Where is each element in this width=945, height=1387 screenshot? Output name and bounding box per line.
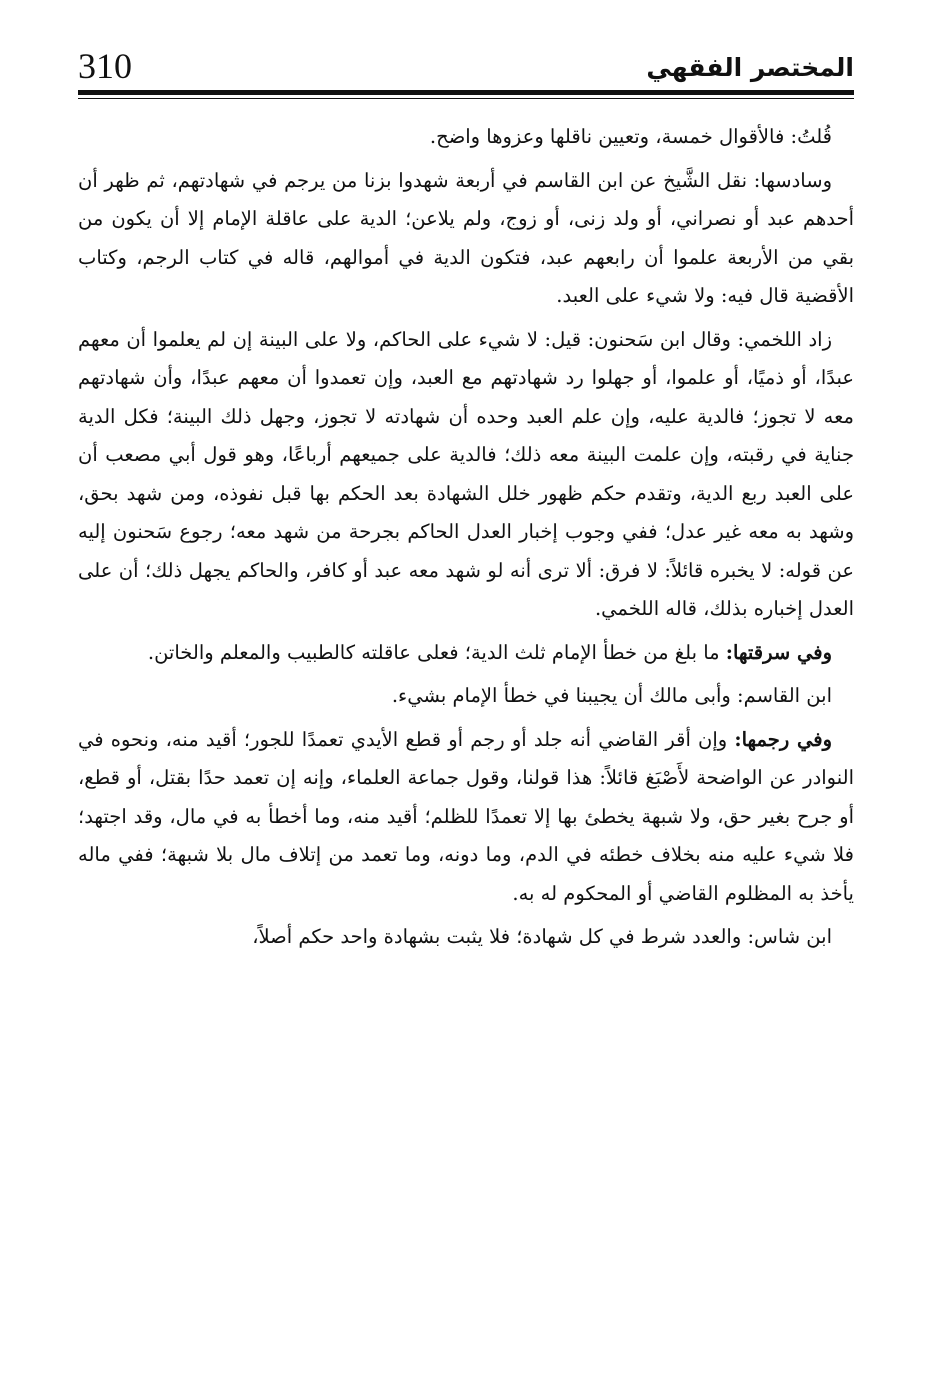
paragraph-text: قُلتُ: فالأقوال خمسة، وتعيين ناقلها وعزوها واضح. [429,125,832,148]
header-rule-thick [78,90,854,95]
paragraph-text: وإن أقر القاضي أنه جلد أو رجم أو قطع الأيدي تعمدًا للجور؛ أقيد منه، ونحوه في النوادر عن الواضحة لأَصْبَغ قائلاً: هذا قولنا، وقول جماعة العلماء، وإنه إن تعمد حدًا بقتل، أو قطع، أو جرح بغير حق، ولا شبهة يخطئ بها إلا تعمدًا للظلم؛ أقيد منه، وما أخطأ به في مال، وقد اجتهد؛ فلا شيء عليه منه بخلاف خطئه في الدم، وما دونه، وما تعمد من إتلاف مال بلا شبهة؛ ففي ماله يأخذ به المظلوم القاضي أو المحكوم له به. [78,727,854,905]
page-number: 310 [78,46,132,86]
paragraph-lead: وفي سرقتها: [725,640,832,664]
paragraph-3 [78,321,854,629]
paragraph-text: وسادسها: نقل الشَّيخ عن ابن القاسم في أربعة شهدوا بزنا من يرجم في شهادتهم، ثم ظهر أن أحدهم عبد أو نصراني، أو ولد زنى، أو زوج، ولم يلاعن؛ الدية على عاقلة الإمام إلا أن يكون من بقي من الأربعة علموا أن رابعهم عبد، فتكون الدية في أموالهم، قاله في كتاب الرجم، وكتاب الأقضية قال فيه: ولا شيء على العبد. [78,168,854,307]
paragraph-4 [78,634,854,673]
paragraph-1 [78,118,854,157]
paragraph-text: ابن القاسم: وأبى مالك أن يجيبنا في خطأ الإمام بشيء. [391,684,832,707]
paragraph-text: ما بلغ من خطأ الإمام ثلث الدية؛ فعلى عاقلته كالطبيب والمعلم والخاتن. [147,640,726,664]
paragraph-2 [78,162,854,316]
body-text [78,118,854,962]
header-rule-thin [78,98,854,99]
paragraph-text: زاد اللخمي: وقال ابن سَحنون: قيل: لا شيء على الحاكم، ولا على البينة إن لم يعلموا أن معهم عبدًا، أو ذميًا، أو علموا، أو جهلوا رد شهادتهم مع العبد، وإن تعمدوا أن معهم عبدًا، وأن شهادتهم معه لا تجوز؛ فالدية عليه، وإن علم العبد وحده أن شهادته لا تجوز، وجهل ذلك البينة؛ فكل الدية جناية في رقبته، وإن علمت البينة معه ذلك؛ فالدية على جميعهم أرباعًا، وهو قول أبي مصعب أن على العبد ربع الدية، وتقدم حكم ظهور خلل الشهادة بعد الحكم بها قبل نفوذه، ومن شهد بحق، وشهد به معه غير عدل؛ ففي وجوب إخبار العدل الحاكم بجرحة من شهد معه؛ رجوع سَحنون إليه عن قوله: لا يخبره قائلاً: لا فرق: ألا ترى أنه لو شهد معه عبد أو كافر، والحاكم يجهل ذلك؛ أن على العدل إخباره بذلك، قاله اللخمي. [78,327,854,620]
paragraph-7 [78,918,854,957]
paragraph-text: ابن شاس: والعدد شرط في كل شهادة؛ فلا يثبت بشهادة واحد حكم أصلاً، [252,925,832,948]
paragraph-6 [78,721,854,914]
running-title: المختصر الفقهي [646,53,854,82]
paragraph-lead: وفي رجمها: [734,727,833,751]
paragraph-5 [78,677,854,716]
running-header [78,34,854,90]
